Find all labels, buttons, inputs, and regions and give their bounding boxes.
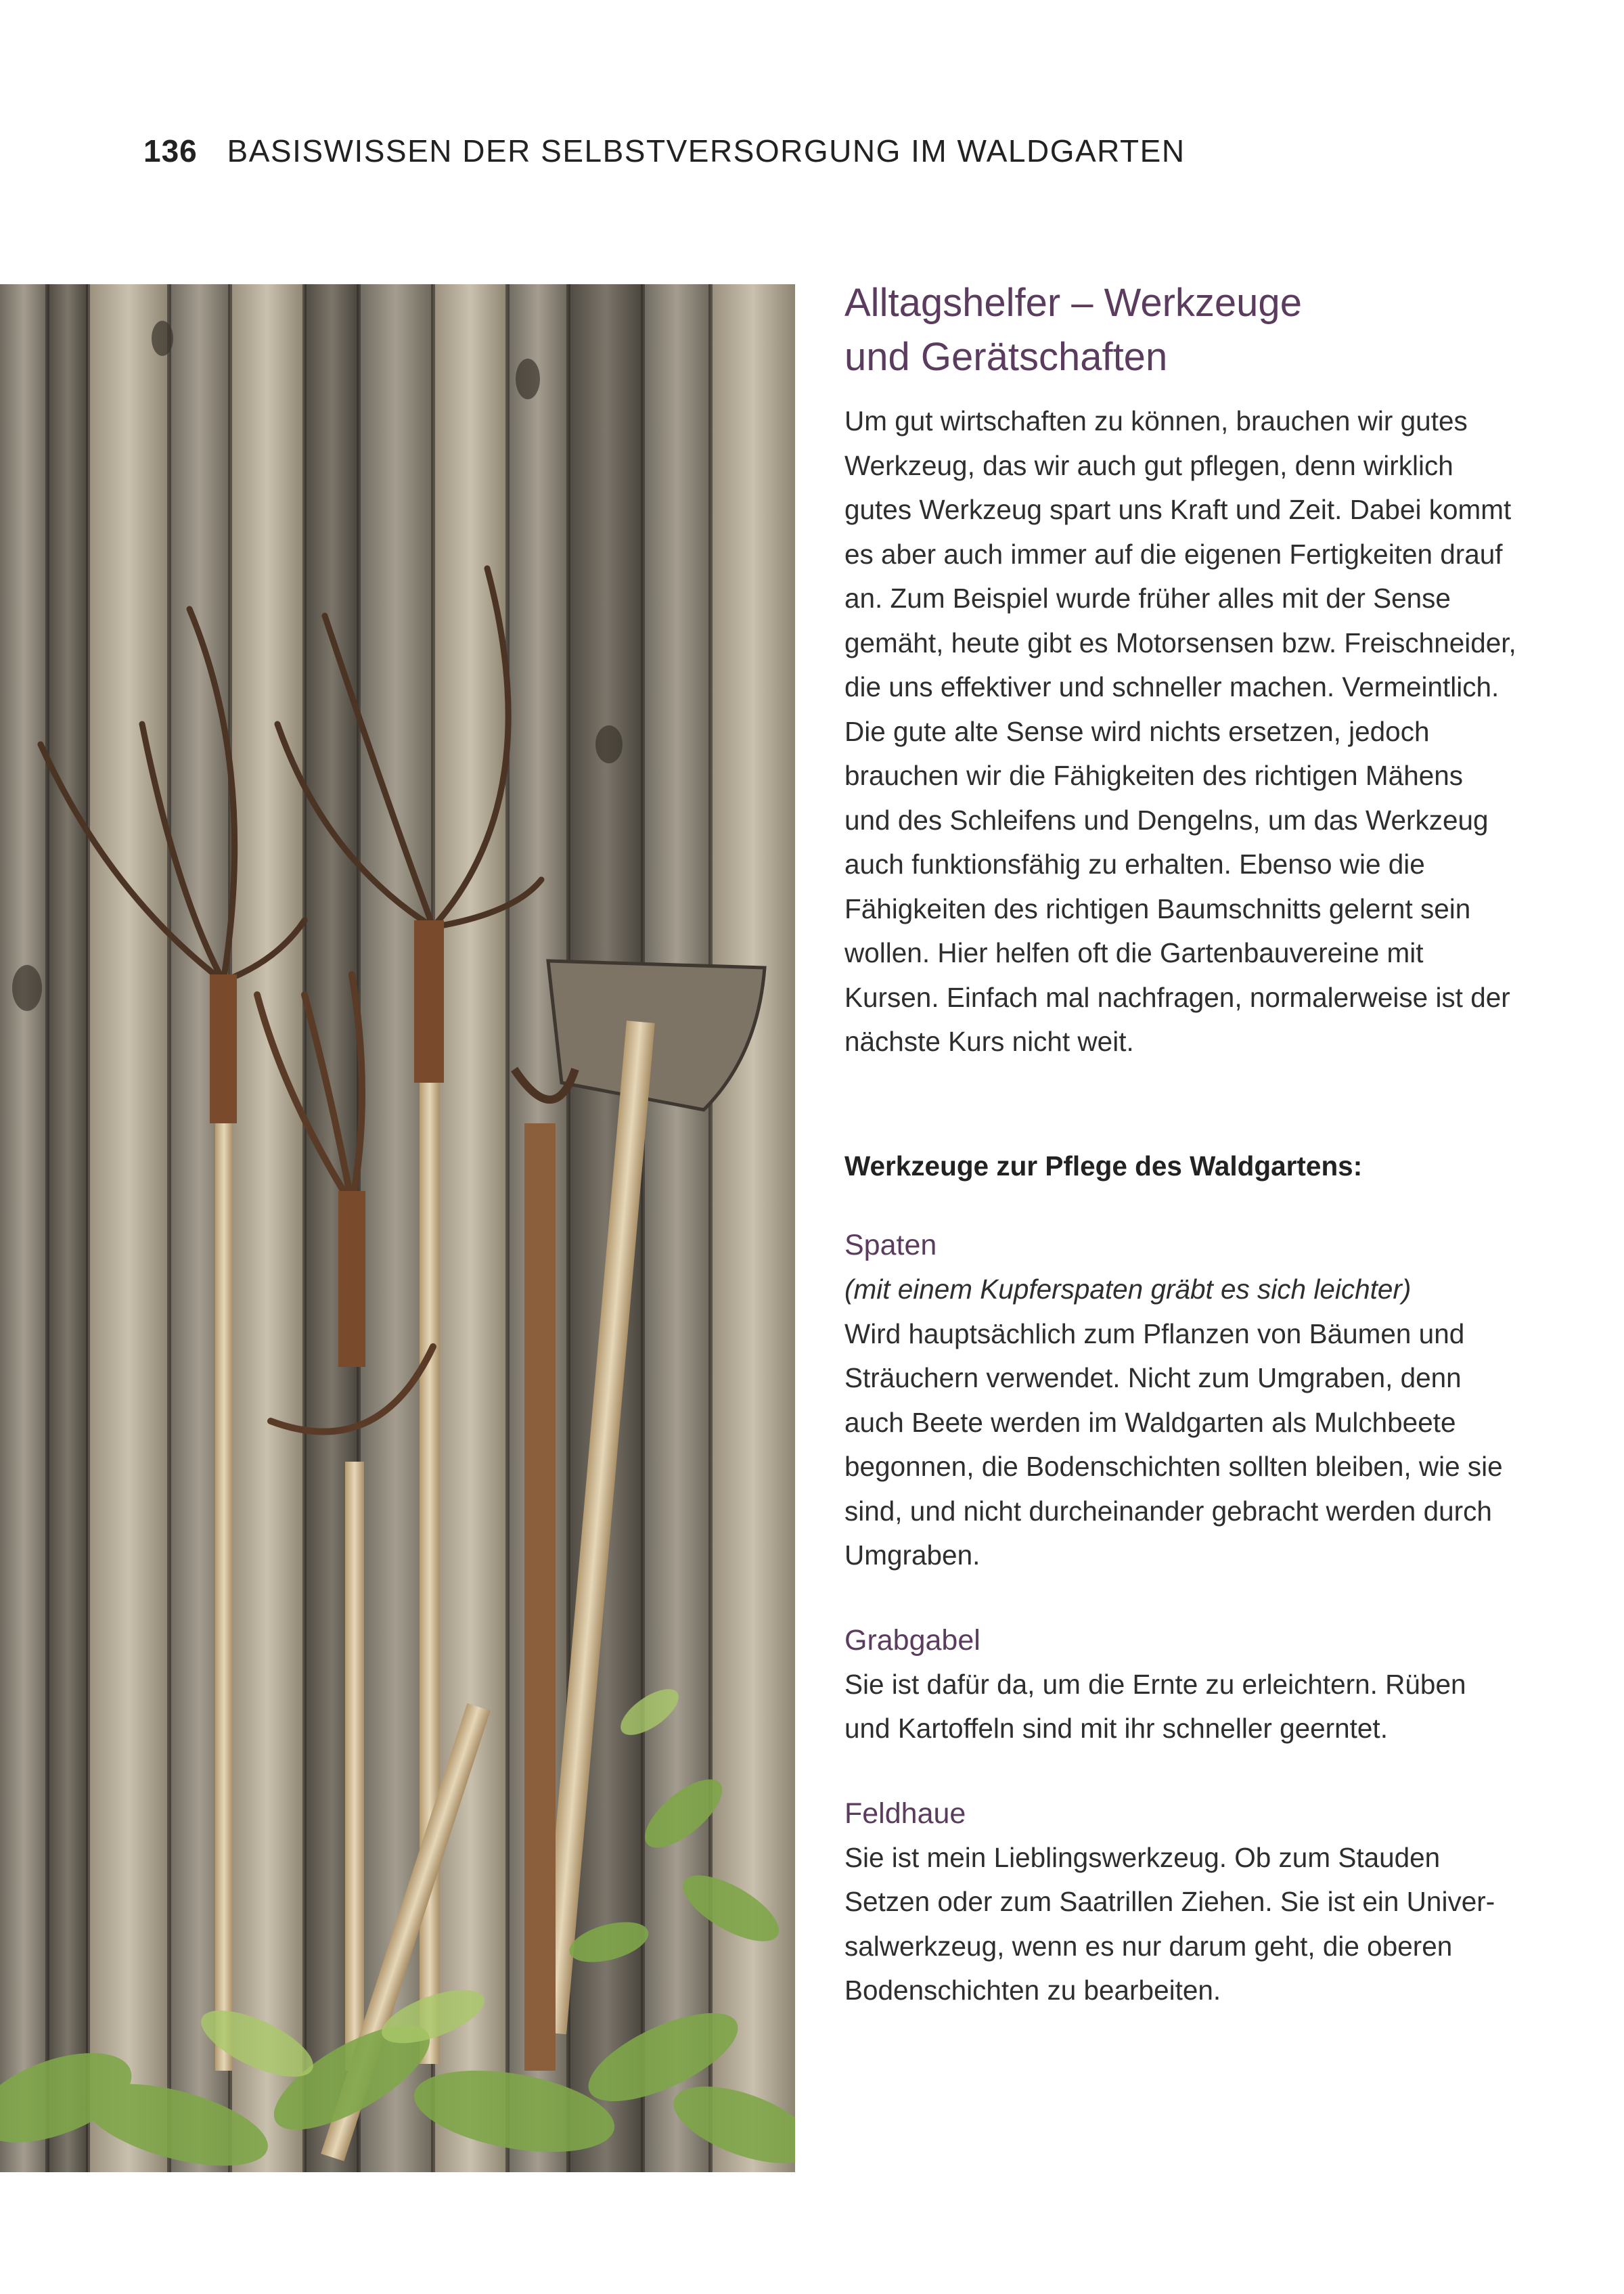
text-line: auch Beete werden im Waldgarten als Mulchbeete	[844, 1406, 1456, 1438]
text-line: Umgraben.	[844, 1539, 980, 1571]
tool-entry-grabgabel	[844, 1619, 1521, 1751]
text-line: brauchen wir die Fähigkeiten des richtigen Mähens	[844, 760, 1464, 791]
running-head	[143, 133, 1186, 169]
photo-illustration	[0, 284, 795, 2172]
running-head-title: BASISWISSEN DER SELBSTVERSORGUNG IM WALDGARTEN	[227, 133, 1186, 168]
text-line: es aber auch immer auf die eigenen Fertigkeiten drauf	[844, 538, 1503, 570]
tool-title: Feldhaue	[844, 1797, 966, 1830]
tool-entry-spaten	[844, 1223, 1521, 1578]
text-line: und des Schleifens und Dengelns, um das Werkzeug	[844, 804, 1489, 836]
text-line: Wird hauptsächlich zum Pflanzen von Bäumen und	[844, 1318, 1465, 1349]
text-line: Bodenschichten zu bearbeiten.	[844, 1975, 1221, 2006]
heading-line-1: Alltagshelfer – Werkzeuge	[844, 281, 1302, 325]
text-line: Sträuchern verwendet. Nicht zum Umgraben, denn	[844, 1362, 1462, 1393]
text-line: begonnen, die Bodenschichten sollten bleiben, wie sie	[844, 1451, 1503, 1482]
text-line: Werkzeug, das wir auch gut pflegen, denn wirklich	[844, 449, 1453, 481]
text-line: wollen. Hier helfen oft die Gartenbauvereine mit	[844, 937, 1424, 968]
text-line: salwerkzeug, wenn es nur darum geht, die oberen	[844, 1930, 1453, 1962]
tool-entry-feldhaue	[844, 1792, 1521, 2013]
heading-line-2: und Gerätschaften	[844, 335, 1168, 379]
tool-title: Grabgabel	[844, 1623, 980, 1657]
article-heading	[844, 276, 1521, 384]
page-number: 136	[143, 133, 198, 168]
tools-heading: Werkzeuge zur Pflege des Waldgartens:	[844, 1150, 1363, 1182]
text-line: Fähigkeiten des richtigen Baumschnitts gelernt sein	[844, 893, 1471, 924]
text-line: Setzen oder zum Saatrillen Ziehen. Sie ist ein Univer-	[844, 1886, 1495, 1917]
garden-tools-on-wooden-wall-photo	[0, 284, 795, 2172]
intro-paragraph	[844, 399, 1521, 1064]
text-line: nächste Kurs nicht weit.	[844, 1026, 1134, 1057]
tool-title: Spaten	[844, 1229, 937, 1261]
text-line: Um gut wirtschaften zu können, brauchen wir gutes	[844, 405, 1468, 436]
text-line: auch funktionsfähig zu erhalten. Ebenso wie die	[844, 849, 1425, 880]
text-line: Sie ist mein Lieblingswerkzeug. Ob zum Stauden	[844, 1841, 1441, 1873]
text-line: an. Zum Beispiel wurde früher alles mit der Sense	[844, 583, 1451, 614]
tool-description	[844, 1836, 1521, 2013]
text-line: Sie ist dafür da, um die Ernte zu erleichtern. Rüben	[844, 1668, 1466, 1700]
text-line: die uns effektiver und schneller machen. Vermeintlich.	[844, 671, 1499, 702]
text-line: und Kartoffeln sind mit ihr schneller geerntet.	[844, 1713, 1388, 1744]
text-line: Kursen. Einfach mal nachfragen, normalerweise ist der	[844, 981, 1510, 1013]
text-line: sind, und nicht durcheinander gebracht werden durch	[844, 1495, 1492, 1527]
text-line: gutes Werkzeug spart uns Kraft und Zeit. Dabei kommt	[844, 494, 1512, 525]
tool-note: (mit einem Kupferspaten gräbt es sich leichter)	[844, 1274, 1412, 1305]
article-column	[844, 276, 1521, 2013]
text-line: Die gute alte Sense wird nichts ersetzen, jedoch	[844, 715, 1430, 747]
tool-description	[844, 1312, 1521, 1578]
text-line: gemäht, heute gibt es Motorsensen bzw. Freischneider,	[844, 627, 1516, 658]
tool-description	[844, 1663, 1521, 1751]
